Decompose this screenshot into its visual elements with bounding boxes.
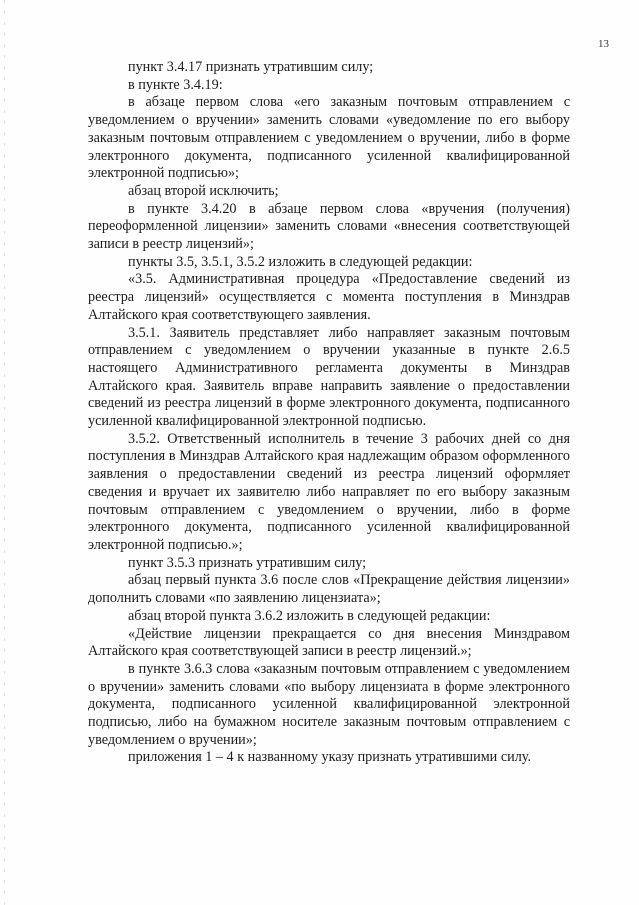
scan-edge: [4, 0, 5, 905]
paragraph: абзац второй пункта 3.6.2 изложить в следующей редакции:: [128, 607, 491, 624]
paragraph: 3.5.1. Заявитель представляет либо направляет заказным почтовым отправлением с уведомлением о вручении указанные в пункте 2.6.5 настоящего Административного регламента документы в Минздрав Алтайского края. Заявитель вправе направить заявление о предоставлении сведений из реестра лицензий в форме электронного документа, подписанного усиленной квалифицированной электронной подписью.: [88, 324, 570, 430]
paragraph: «Действие лицензии прекращается со дня внесения Минздравом Алтайского края соответствующей записи в реестр лицензий.»;: [88, 625, 570, 660]
paragraph: 3.5.2. Ответственный исполнитель в течение 3 рабочих дней со дня поступления в Минздрав Алтайского края надлежащим образом оформленного заявления о предоставлении сведений из реестра лицензий оформляет сведения и вручает их заявителю либо направляет по его выбору заказным почтовым отправлением с уведомлением о вручении, либо в форме электронного документа, подписанного усиленной квалифицированной электронной подписью.»;: [88, 430, 570, 553]
paragraph: в пункте 3.4.20 в абзаце первом слова «вручения (получения) переоформленной лицензии» заменить словами «внесения соответствующей записи в реестр лицензий»;: [88, 200, 570, 253]
paragraph: «3.5. Административная процедура «Предоставление сведений из реестра лицензий» осуществляется с момента поступления в Минздрав Алтайского края соответствующего заявления.: [88, 271, 570, 323]
paragraph: в пункте 3.4.19:: [128, 76, 223, 93]
paragraph: пункт 3.5.3 признать утратившим силу;: [128, 554, 367, 571]
paragraph: в пункте 3.6.3 слова «заказным почтовым отправлением с уведомлением о вручении» заменить словами «по выбору лицензиата в форме электронного документа, подписанного усиленной квалифицированной электронной подписью, либо на бумажном носителе заказным почтовым отправлением с уведомлением о вручении»;: [88, 660, 570, 748]
paragraph: пункт 3.4.17 признать утратившим силу;: [128, 59, 374, 75]
paragraph: в абзаце первом слова «его заказным почтовым отправлением с уведомлением о вручении» заменить словами «уведомление по его выбору заказным почтовым отправлением с уведомлением о вручении, либо в форме электронного документа, подписанного усиленной квалифицированной электронной подписью»;: [88, 94, 570, 182]
document-body: [88, 59, 570, 767]
paragraph: приложения 1 – 4 к названному указу признать утратившими силу.: [128, 749, 532, 766]
page-number: 13: [598, 38, 609, 50]
paragraph: абзац второй исключить;: [128, 182, 279, 199]
paragraph: абзац первый пункта 3.6 после слов «Прекращение действия лицензии» дополнить словами «по заявлению лицензиата»;: [88, 572, 570, 607]
paragraph: пункты 3.5, 3.5.1, 3.5.2 изложить в следующей редакции:: [128, 253, 473, 270]
